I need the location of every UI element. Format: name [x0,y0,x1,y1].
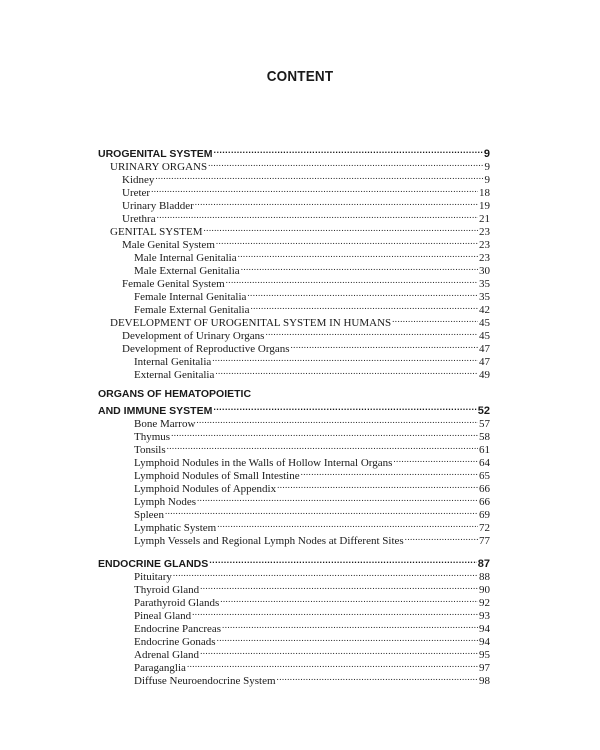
toc-entry-label: Female External Genitalia [134,304,250,316]
toc-entry[interactable] [134,658,490,674]
toc-entry-label: Lymphoid Nodules in the Walls of Hollow Internal Organs [134,457,393,469]
toc-entry-label: Lymphoid Nodules of Appendix [134,483,277,495]
toc-entry[interactable] [134,518,490,534]
toc-entry[interactable] [122,196,490,212]
toc-leader-dots [217,632,478,645]
toc-page-number: 23 [479,226,490,238]
toc-page-number: 98 [479,675,490,687]
toc-entry-label: Parathyroid Glands [134,597,220,609]
toc-page-number: 49 [479,369,490,381]
toc-entry[interactable] [134,567,490,583]
toc-entry-label: Adrenal Gland [134,649,200,661]
toc-page-number: 88 [479,571,490,583]
toc-section-label: UROGENITAL SYSTEM [98,148,213,160]
toc-entry-label: Lymph Nodes [134,496,197,508]
toc-leader-dots [173,567,478,580]
toc-entry-label: Diffuse Neuroendocrine System [134,675,276,687]
toc-page-number: 90 [479,584,490,596]
page-title: CONTENT [266,68,334,85]
toc-entry-label: Lymphoid Nodules of Small Intestine [134,470,300,482]
toc-leader-dots [212,352,478,365]
toc-page-number: 57 [479,418,490,430]
toc-leader-dots [192,606,478,619]
toc-page-number: 87 [477,558,490,570]
toc-page-number: 9 [484,161,490,173]
toc-entry-label: Thymus [134,431,171,443]
toc-entry[interactable] [134,440,490,456]
toc-leader-dots [200,580,478,593]
toc-page-number: 23 [479,252,490,264]
toc-leader-dots [196,414,478,427]
toc-page-number: 58 [479,431,490,443]
toc-page-number: 47 [479,356,490,368]
toc-page-number: 69 [479,509,490,521]
toc-leader-dots [216,235,478,248]
toc-leader-dots [195,196,478,209]
toc-leader-dots [214,144,483,157]
toc-entry-label: Lymph Vessels and Regional Lymph Nodes at Different Sites [134,535,404,547]
toc-entry[interactable] [134,606,490,622]
toc-entry[interactable] [122,274,490,290]
toc-leader-dots [405,531,478,544]
toc-leader-dots [226,274,478,287]
toc-leader-dots [393,453,478,466]
toc-entry[interactable] [122,339,490,355]
toc-leader-dots [265,326,478,339]
toc-entry[interactable] [134,531,490,547]
toc-leader-dots [250,300,478,313]
toc-entry[interactable] [134,619,490,635]
toc-leader-dots [171,427,478,440]
toc-section-heading[interactable] [98,554,490,570]
toc-entry[interactable] [110,157,490,173]
toc-entry-label: Development of Reproductive Organs [122,343,290,355]
toc-page-number: 93 [479,610,490,622]
toc-page-number: 72 [479,522,490,534]
toc-entry-label: Male Internal Genitalia [134,252,237,264]
toc-section-label: AND IMMUNE SYSTEM [98,405,213,417]
toc-entry[interactable] [122,209,490,225]
toc-page-number: 77 [479,535,490,547]
toc-page-number: 65 [479,470,490,482]
toc-page-number: 9 [484,174,490,186]
toc-leader-dots [217,518,478,531]
toc-entry-label: Male External Genitalia [134,265,240,277]
toc-entry[interactable] [134,505,490,521]
toc-entry[interactable] [134,427,490,443]
toc-entry-label: Tonsils [134,444,166,456]
toc-leader-dots [277,671,478,684]
toc-entry-label: Spleen [134,509,164,521]
toc-entry[interactable] [110,222,490,238]
toc-leader-dots [241,261,478,274]
toc-leader-dots [204,222,478,235]
toc-leader-dots [208,157,483,170]
toc-page-number: 23 [479,239,490,251]
toc-leader-dots [215,365,478,378]
toc-page-number: 19 [479,200,490,212]
toc-entry-label: Paraganglia [134,662,186,674]
toc-page-number: 94 [479,623,490,635]
toc-entry[interactable] [134,580,490,596]
toc-entry[interactable] [134,287,490,303]
toc-leader-dots [291,339,478,352]
toc-entry[interactable] [134,645,490,661]
toc-section-heading[interactable] [98,401,490,417]
toc-entry-label: Urinary Bladder [122,200,194,212]
toc-entry[interactable] [134,492,490,508]
toc-entry-label: Internal Genitalia [134,356,212,368]
toc-entry[interactable] [122,183,490,199]
toc-entry-label: Urethra [122,213,156,225]
toc-entry-label: Male Genital System [122,239,215,251]
toc-page-number: 9 [483,148,490,160]
toc-leader-dots [220,593,478,606]
toc-entry[interactable] [134,261,490,277]
toc-entry-label: External Genitalia [134,369,215,381]
toc-leader-dots [155,170,483,183]
toc-entry[interactable] [134,365,490,381]
toc-entry-label: Thyroid Gland [134,584,200,596]
toc-entry[interactable] [122,170,490,186]
toc-page-number: 64 [479,457,490,469]
toc-entry-label: Pineal Gland [134,610,192,622]
toc-section-heading[interactable] [98,144,490,160]
toc-entry[interactable] [134,671,490,687]
toc-entry[interactable] [134,466,490,482]
toc-entry[interactable] [122,235,490,251]
toc-entry[interactable] [134,632,490,648]
toc-entry[interactable] [134,352,490,368]
toc-entry-label: Ureter [122,187,151,199]
toc-entry[interactable] [134,300,490,316]
toc-entry-label: GENITAL SYSTEM [110,226,203,238]
toc-leader-dots [392,313,478,326]
toc-leader-dots [277,479,478,492]
toc-entry[interactable] [134,593,490,609]
toc-page-number: 35 [479,291,490,303]
toc-leader-dots [209,554,476,567]
toc-leader-dots [301,466,478,479]
toc-entry-label: Endocrine Gonads [134,636,216,648]
toc-leader-dots [157,209,478,222]
toc-entry-label: Bone Marrow [134,418,196,430]
toc-section-heading-line: ORGANS OF HEMATOPOIETIC [98,388,252,400]
toc-leader-dots [197,492,478,505]
toc-page-number: 35 [479,278,490,290]
toc-entry-label: DEVELOPMENT OF UROGENITAL SYSTEM IN HUMANS [110,317,392,329]
toc-leader-dots [187,658,478,671]
toc-page-number: 45 [479,317,490,329]
toc-page-number: 66 [479,496,490,508]
toc-entry[interactable] [134,479,490,495]
toc-page-number: 92 [479,597,490,609]
toc-page-number: 18 [479,187,490,199]
toc-entry-label: Pituitary [134,571,172,583]
toc-leader-dots [167,440,478,453]
toc-entry[interactable] [134,248,490,264]
toc-entry-label: Development of Urinary Organs [122,330,265,342]
toc-entry[interactable] [122,326,490,342]
toc-entry-label: URINARY ORGANS [110,161,208,173]
toc-page-number: 47 [479,343,490,355]
toc-page-number: 52 [477,405,490,417]
toc-entry-label: Female Genital System [122,278,225,290]
toc-leader-dots [222,619,478,632]
toc-page-number: 61 [479,444,490,456]
toc-leader-dots [200,645,478,658]
toc-leader-dots [151,183,478,196]
toc-page-number: 30 [479,265,490,277]
toc-entry-label: Female Internal Genitalia [134,291,247,303]
toc-page-number: 66 [479,483,490,495]
toc-page-number: 94 [479,636,490,648]
toc-entry-label: Kidney [122,174,155,186]
toc-entry-label: Lymphatic System [134,522,217,534]
toc-page-number: 45 [479,330,490,342]
toc-page-number: 21 [479,213,490,225]
toc-section-label: ENDOCRINE GLANDS [98,558,209,570]
toc-leader-dots [213,401,476,414]
toc-leader-dots [247,287,478,300]
toc-leader-dots [165,505,478,518]
toc-page-number: 42 [479,304,490,316]
toc-leader-dots [238,248,478,261]
toc-entry[interactable] [134,414,490,430]
toc-page-number: 97 [479,662,490,674]
toc-entry[interactable] [110,313,490,329]
toc-page-number: 95 [479,649,490,661]
toc-entry-label: Endocrine Pancreas [134,623,222,635]
toc-entry[interactable] [134,453,490,469]
